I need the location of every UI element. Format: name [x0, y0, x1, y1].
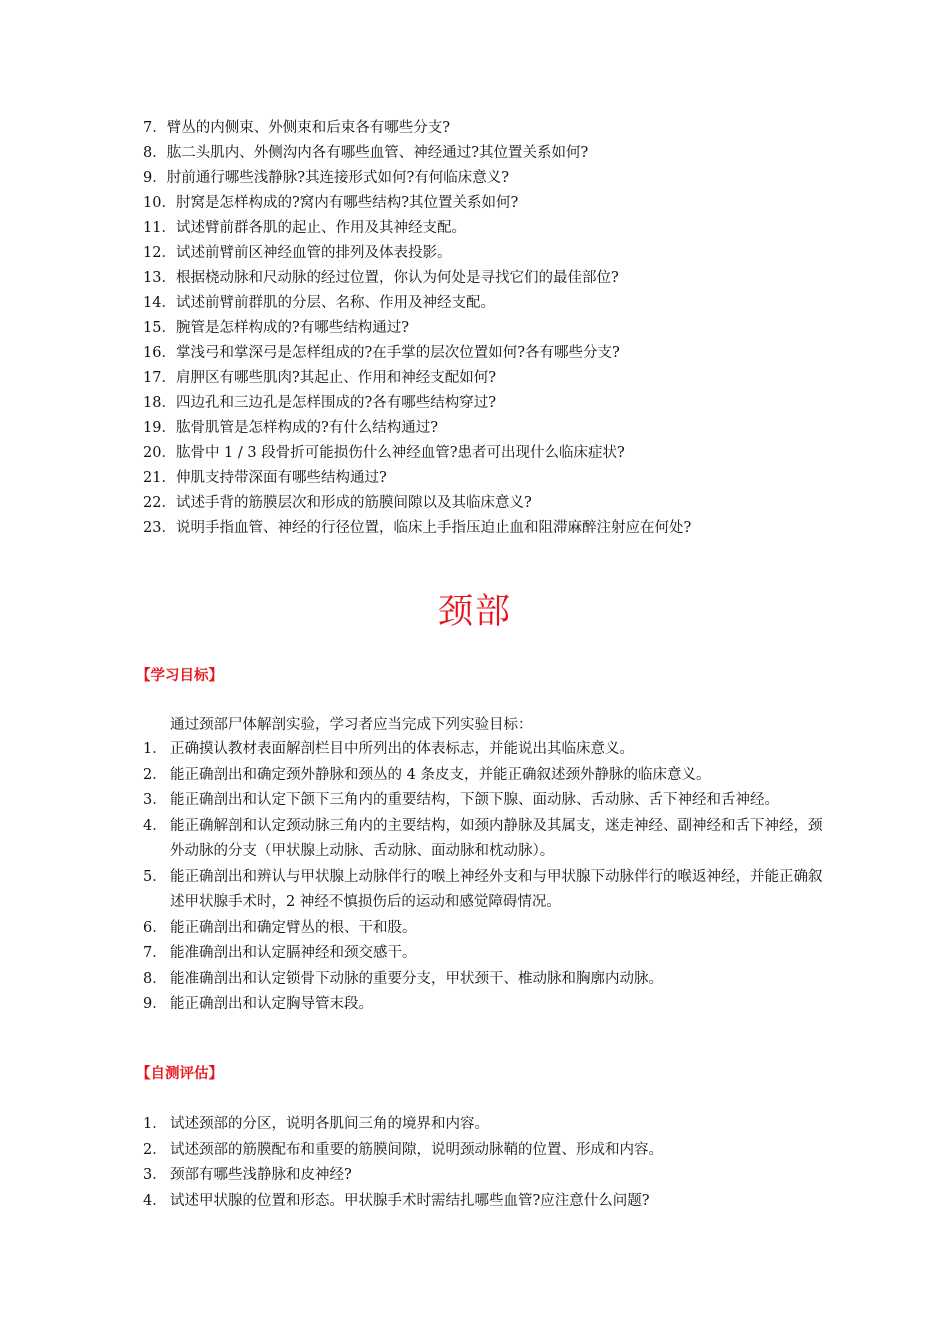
item-number: 1． — [143, 741, 167, 757]
question-item: 22．试述手背的筋膜层次和形成的筋膜间隙以及其临床意义? — [143, 495, 532, 511]
item-text: 颈部有哪些浅静脉和皮神经? — [170, 1167, 352, 1183]
question-item: 20．肱骨中 1 / 3 段骨折可能损伤什么神经血管?患者可出现什么临床症状? — [143, 445, 625, 461]
item-number: 5． — [143, 868, 167, 885]
question-item: 12．试述前臂前区神经血管的排列及体表投影。 — [143, 245, 452, 261]
item-text: 试述颈部的分区，说明各肌间三角的境界和内容。 — [170, 1116, 489, 1132]
question-item: 16．掌浅弓和掌深弓是怎样组成的?在手掌的层次位置如何?各有哪些分支? — [143, 345, 620, 361]
item-number: 6． — [143, 919, 167, 936]
list-item — [143, 865, 823, 916]
question-item: 10．肘窝是怎样构成的?窝内有哪些结构?其位置关系如何? — [143, 195, 519, 211]
item-number: 2． — [143, 1141, 167, 1158]
list-item — [143, 992, 823, 1018]
item-number: 8． — [143, 970, 167, 987]
item-text: 能正确剖出和确定臂丛的根、干和股。 — [170, 919, 417, 936]
list-item — [143, 1163, 823, 1189]
question-item: 7．臂丛的内侧束、外侧束和后束各有哪些分支? — [143, 120, 450, 136]
item-text: 能准确剖出和认定锁骨下动脉的重要分支，甲状颈干、椎动脉和胸廓内动脉。 — [170, 970, 663, 987]
item-number: 3． — [143, 1167, 167, 1183]
item-text: 试述甲状腺的位置和形态。甲状腺手术时需结扎哪些血管?应注意什么问题? — [170, 1192, 650, 1209]
item-number: 2． — [143, 766, 167, 783]
item-text: 能准确剖出和认定膈神经和颈交感干。 — [170, 945, 417, 961]
question-item: 17．肩胛区有哪些肌肉?其起止、作用和神经支配如何? — [143, 370, 496, 386]
item-number: 3． — [143, 792, 167, 808]
section-heading: 颈部 — [437, 592, 512, 632]
item-text: 能正确解剖和认定颈动脉三角内的主要结构，如颈内静脉及其属支，迷走神经、副神经和舌下神经，颈外动脉的分支（甲状腺上动脉、舌动脉、面动脉和枕动脉）。 — [170, 817, 823, 859]
list-item — [143, 763, 823, 789]
question-item: 23．说明手指血管、神经的行径位置，临床上手指压迫止血和阻滞麻醉注射应在何处? — [143, 520, 692, 536]
question-item: 11．试述臂前群各肌的起止、作用及其神经支配。 — [143, 220, 466, 236]
item-text: 试述颈部的筋膜配布和重要的筋膜间隙，说明颈动脉鞘的位置、形成和内容。 — [170, 1141, 663, 1158]
item-text: 正确摸认教材表面解剖栏目中所列出的体表标志，并能说出其临床意义。 — [170, 741, 634, 757]
item-text: 能正确剖出和认定下颌下三角内的重要结构，下颌下腺、面动脉、舌动脉、舌下神经和舌神经。 — [170, 792, 779, 808]
question-item: 14．试述前臂前群肌的分层、名称、作用及神经支配。 — [143, 295, 495, 311]
question-item: 8．肱二头肌内、外侧沟内各有哪些血管、神经通过?其位置关系如何? — [143, 145, 589, 161]
list-item — [143, 814, 823, 865]
list-item — [143, 1138, 823, 1164]
review-question-list — [143, 116, 823, 541]
self-assessment-list — [143, 1112, 823, 1214]
item-number: 4． — [143, 817, 167, 834]
list-item — [143, 737, 823, 763]
list-item — [143, 1112, 823, 1138]
list-item — [143, 788, 823, 814]
item-number: 1． — [143, 1116, 167, 1132]
item-text: 能正确剖出和认定胸导管末段。 — [170, 996, 373, 1012]
list-item — [143, 967, 823, 993]
learning-goals-intro: 通过颈部尸体解剖实验，学习者应当完成下列实验目标： — [170, 717, 533, 733]
question-item: 15．腕管是怎样构成的?有哪些结构通过? — [143, 320, 409, 336]
question-item: 9．肘前通行哪些浅静脉?其连接形式如何?有何临床意义? — [143, 170, 510, 186]
item-number: 4． — [143, 1192, 167, 1209]
list-item — [143, 1189, 823, 1215]
self-assessment-label: 【自测评估】 — [136, 1066, 223, 1082]
question-item: 18．四边孔和三边孔是怎样围成的?各有哪些结构穿过? — [143, 395, 496, 411]
learning-goals-label: 【学习目标】 — [136, 668, 223, 684]
item-text: 能正确剖出和辨认与甲状腺上动脉伴行的喉上神经外支和与甲状腺下动脉伴行的喉返神经，并能正确叙述甲状腺手术时，2 神经不慎损伤后的运动和感觉障碍情况。 — [170, 868, 823, 910]
item-number: 9． — [143, 996, 167, 1012]
list-item — [143, 941, 823, 967]
question-item: 13．根据桡动脉和尺动脉的经过位置，你认为何处是寻找它们的最佳部位? — [143, 270, 619, 286]
learning-goals-list — [143, 737, 823, 1018]
item-number: 7． — [143, 945, 167, 961]
question-item: 19．肱骨肌管是怎样构成的?有什么结构通过? — [143, 420, 438, 436]
item-text: 能正确剖出和确定颈外静脉和颈丛的 4 条皮支，并能正确叙述颈外静脉的临床意义。 — [170, 766, 711, 783]
question-item: 21．伸肌支持带深面有哪些结构通过? — [143, 470, 387, 486]
list-item — [143, 916, 823, 942]
